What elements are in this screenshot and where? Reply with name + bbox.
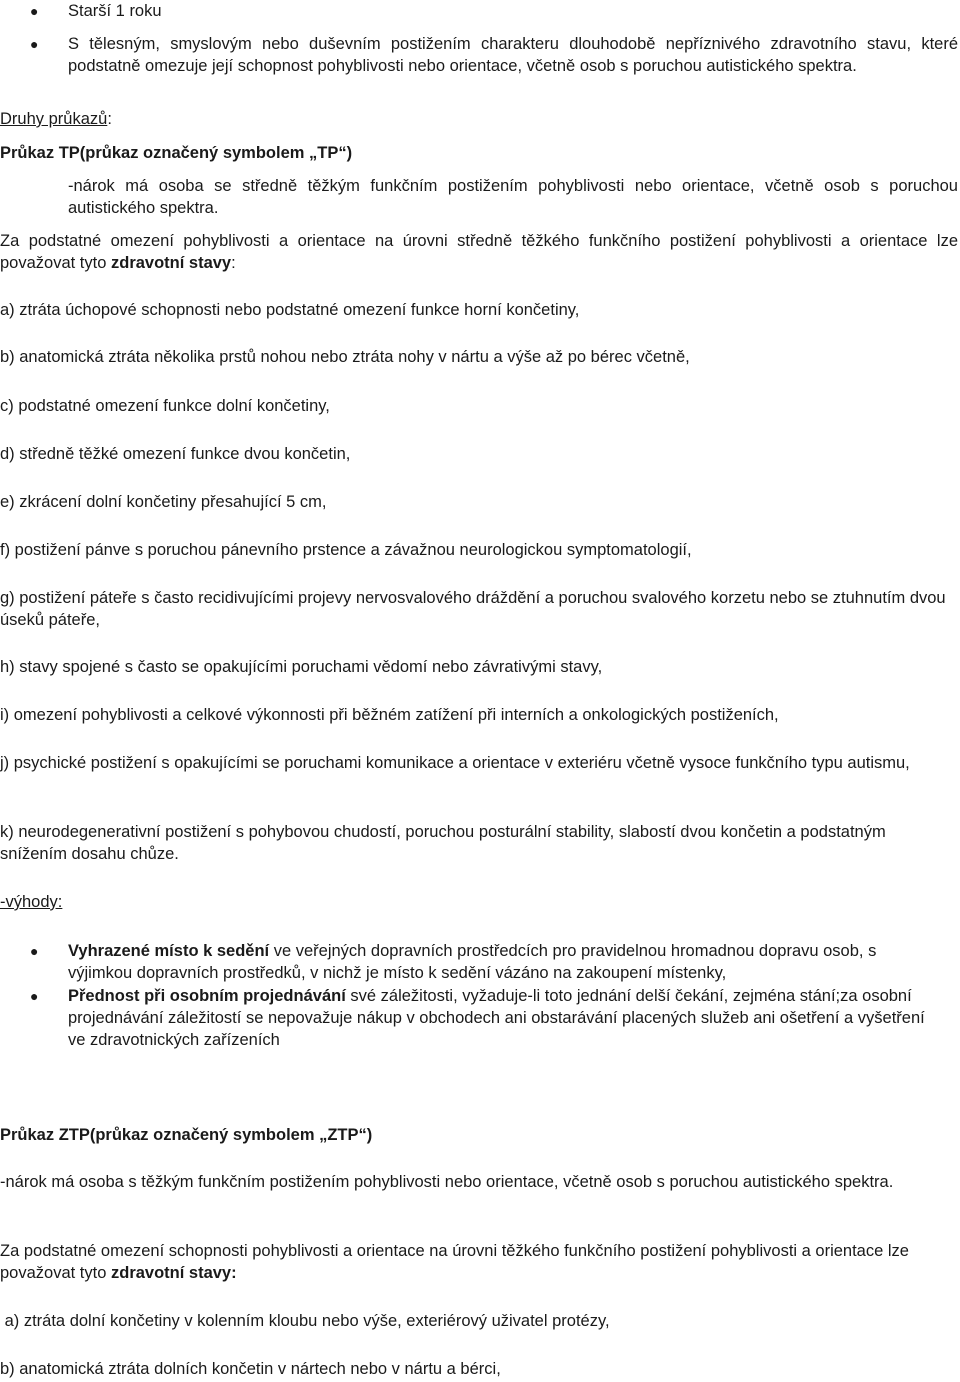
tp-condition: f) postižení pánve s poruchou pánevního prstence a závažnou neurologickou symptomatologií,	[0, 541, 692, 559]
tp-condition: j) psychické postižení s opakujícími se poruchami komunikace a orientace v exteriéru včetně vysoce funkčního typu autismu,	[0, 754, 910, 772]
tp-condition: a) ztráta úchopové schopnosti nebo podstatné omezení funkce horní končetiny,	[0, 301, 580, 319]
tp-intro: Za podstatné omezení pohyblivosti a orientace na úrovni středně těžkého funkčního postižení pohyblivosti a orientace lze považovat tyto zdravotní stavy:	[0, 232, 958, 272]
bullet-icon: ●	[30, 943, 39, 959]
bullet-icon: ●	[30, 3, 39, 19]
benefits-label: -výhody:	[0, 893, 63, 911]
benefit-text: Vyhrazené místo k sedění ve veřejných dopravních prostředcích pro pravidelnou hromadnou dopravu osob, s výjimkou dopravních prostředků, v nichž je místo k sedění vázáno na zakoupení místenky,	[68, 942, 877, 982]
bullet-icon: ●	[30, 988, 39, 1004]
bullet-text: Starší 1 roku	[68, 2, 162, 20]
ztp-condition: a) ztráta dolní končetiny v kolenním kloubu nebo výše, exteriérový uživatel protézy,	[0, 1312, 610, 1330]
benefit-text: Přednost při osobním projednávání své záležitosti, vyžaduje-li toto jednání delší čekání, zejména stání;za osobní projednávání záležitostí se nepovažuje nákup v obchodech ani obstarávání placených služeb ani ošetření a vyšetření ve zdravotnických zařízeních	[68, 987, 925, 1049]
ztp-claim: -nárok má osoba s těžkým funkčním postižením pohyblivosti nebo orientace, včetně osob s poruchou autistického spektra.	[0, 1173, 894, 1191]
tp-condition: e) zkrácení dolní končetiny přesahující 5 cm,	[0, 493, 327, 511]
tp-condition: g) postižení páteře s často recidivujícími projevy nervosvalového dráždění a poruchou svalového korzetu nebo se ztuhnutím dvou úseků páteře,	[0, 589, 946, 629]
bullet-icon: ●	[30, 36, 39, 52]
tp-claim: -nárok má osoba se středně těžkým funkčním postižením pohyblivosti nebo orientace, včetně osob s poruchou autistického spektra.	[68, 177, 958, 217]
tp-condition: k) neurodegenerativní postižení s pohybovou chudostí, poruchou posturální stability, slabostí dvou končetin a podstatným snížením dosahu chůze.	[0, 823, 886, 863]
tp-condition: h) stavy spojené s často se opakujícími poruchami vědomí nebo závrativými stavy,	[0, 658, 603, 676]
tp-condition: d) středně těžké omezení funkce dvou končetin,	[0, 445, 351, 463]
bullet-text: S tělesným, smyslovým nebo duševním postižením charakteru dlouhodobě nepříznivého zdravotního stavu, které podstatně omezuje její schopnost pohyblivosti nebo orientace, včetně osob s poruchou autistického spektra.	[68, 35, 958, 75]
section-label: Druhy průkazů:	[0, 110, 112, 128]
tp-condition: i) omezení pohyblivosti a celkové výkonnosti při běžném zatížení při interních a onkologických postiženích,	[0, 706, 779, 724]
tp-heading: Průkaz TP(průkaz označený symbolem „TP“)	[0, 144, 353, 162]
tp-condition: b) anatomická ztráta několika prstů nohou nebo ztráta nohy v nártu a výše až po bérec včetně,	[0, 348, 690, 366]
ztp-intro: Za podstatné omezení schopnosti pohyblivosti a orientace na úrovni těžkého funkčního postižení pohyblivosti a orientace lze považovat tyto zdravotní stavy:	[0, 1242, 909, 1282]
ztp-condition: b) anatomická ztráta dolních končetin v nártech nebo v nártu a bérci,	[0, 1360, 501, 1378]
tp-condition: c) podstatné omezení funkce dolní končetiny,	[0, 397, 330, 415]
ztp-heading: Průkaz ZTP(průkaz označený symbolem „ZTP“)	[0, 1126, 373, 1144]
